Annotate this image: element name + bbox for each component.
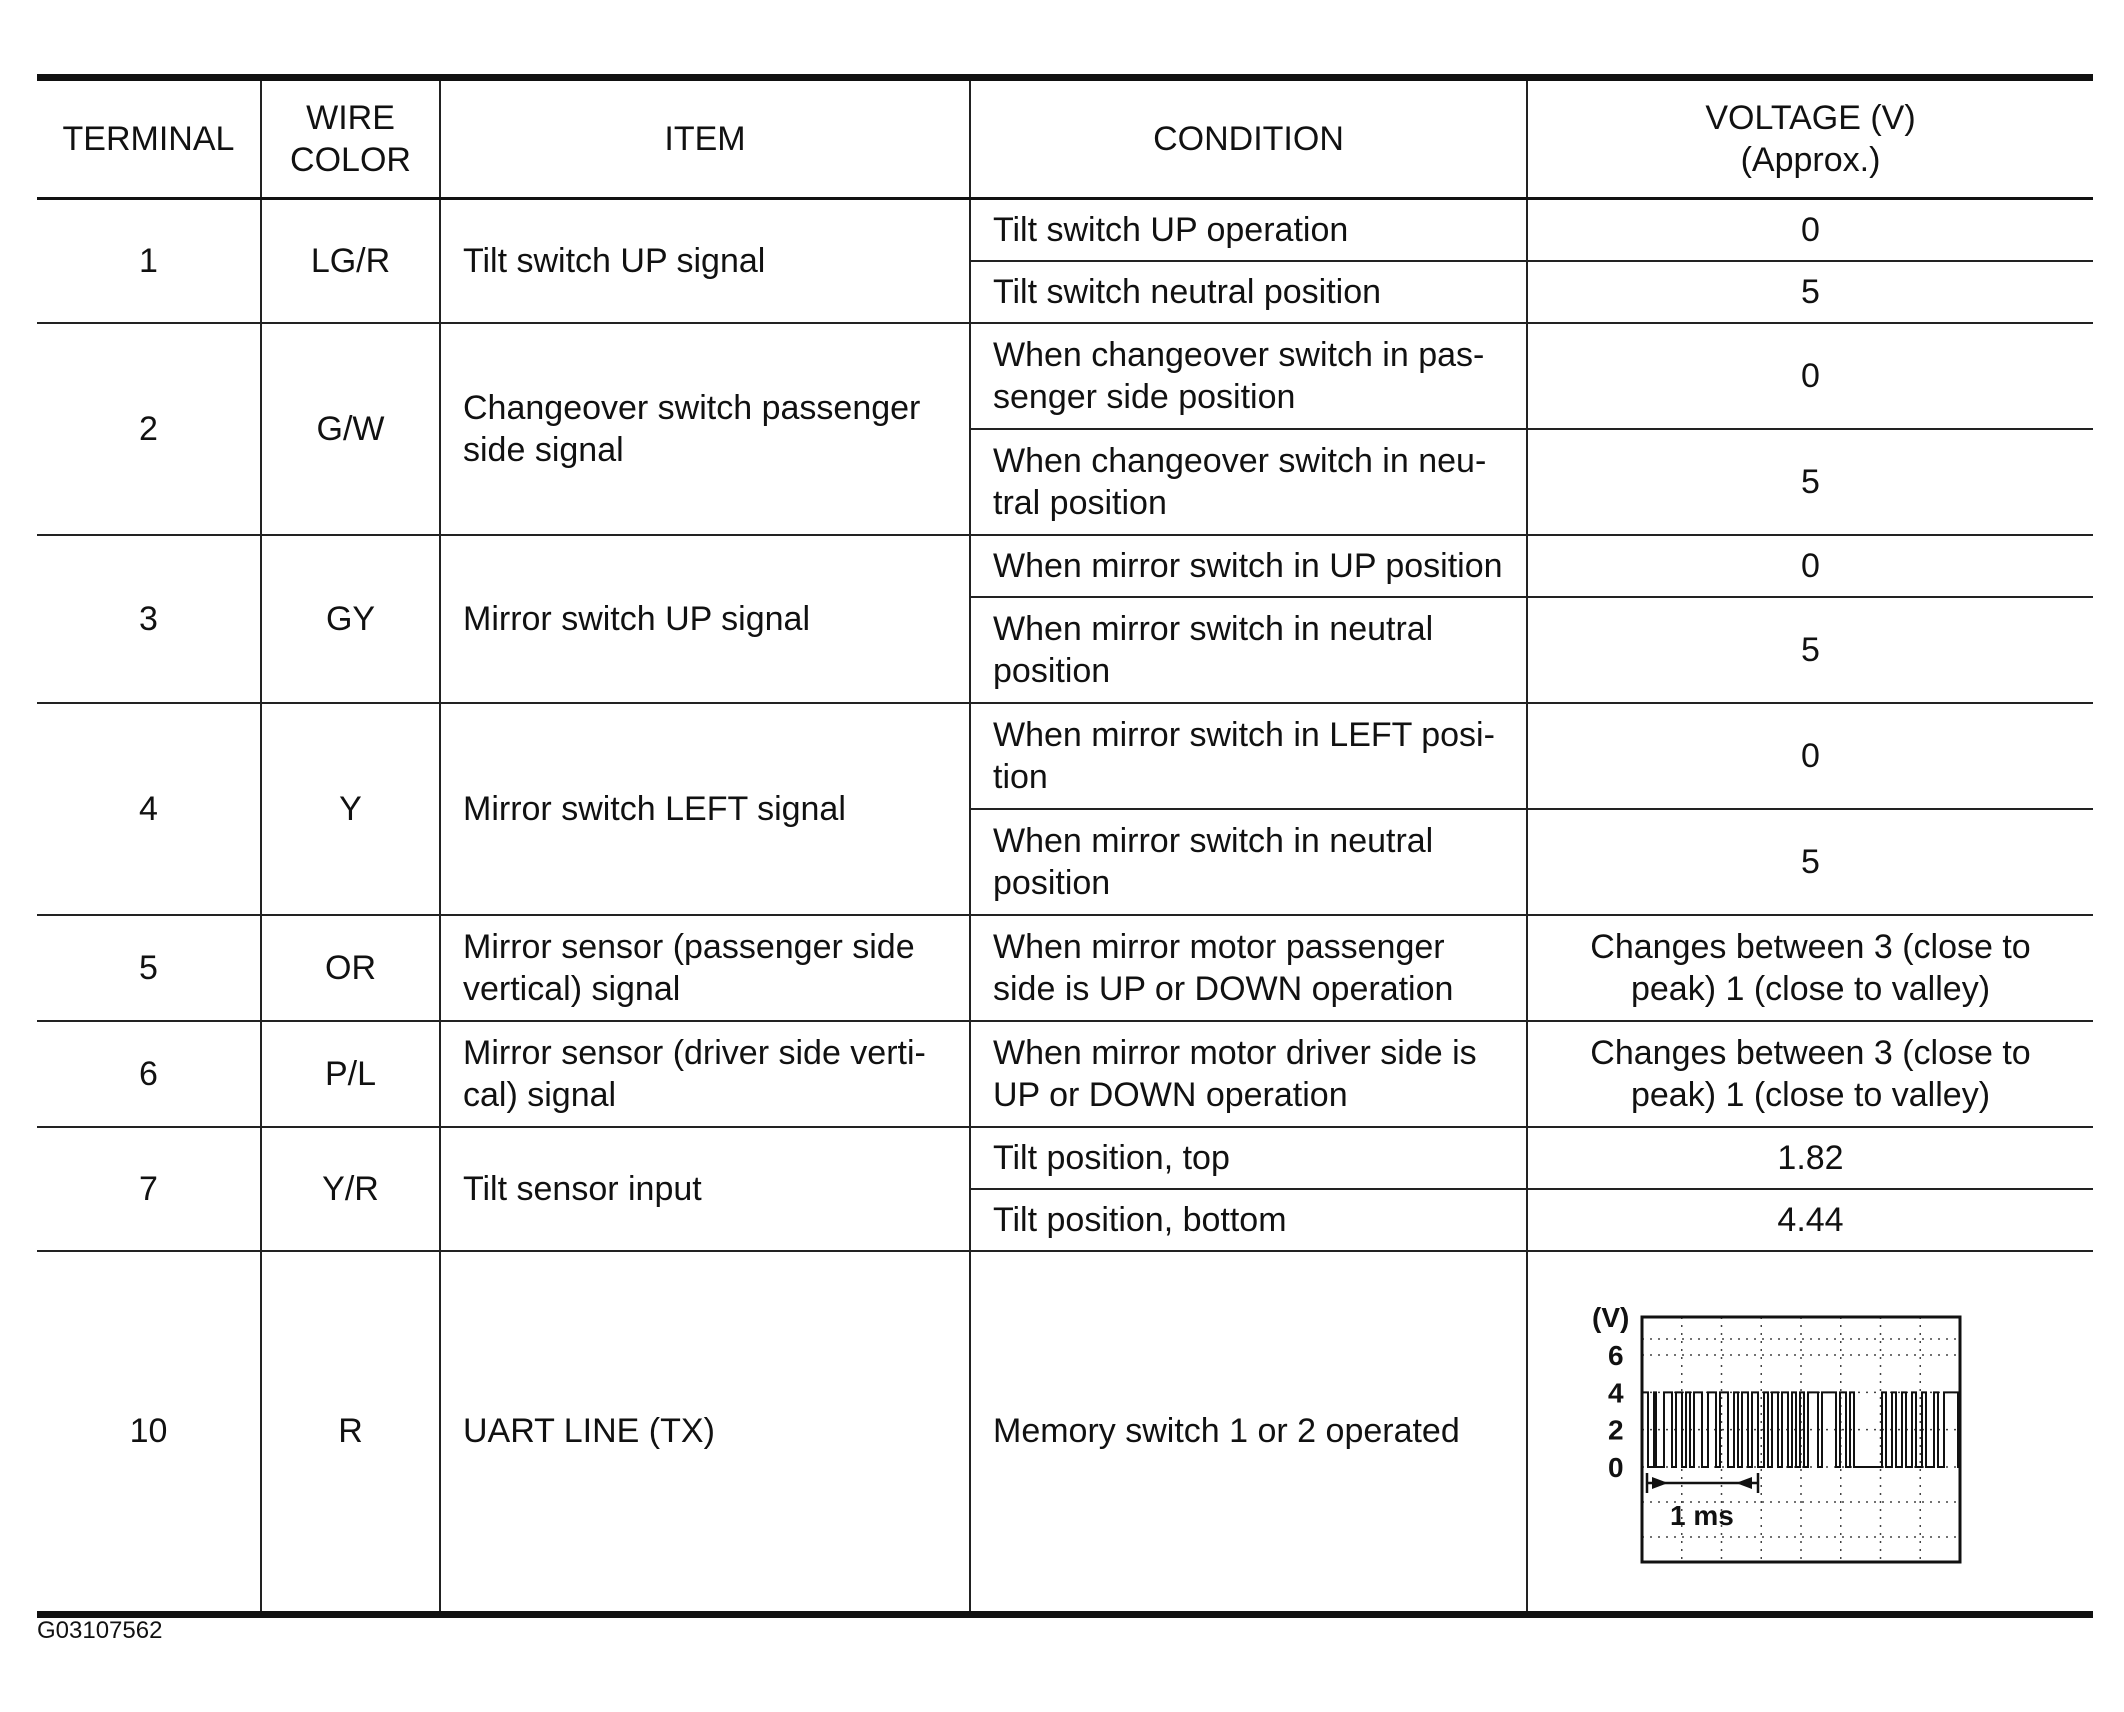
header-condition: CONDITION <box>970 81 1527 199</box>
item-cell: Mirror sensor (driver side verti-cal) signal <box>440 1021 970 1127</box>
waveform-y-tick-label: 4 <box>1608 1376 1624 1408</box>
terminal-cell: 1 <box>37 199 261 324</box>
condition-cell: When changeover switch in neu-tral position <box>970 429 1527 535</box>
table-row <box>37 915 2093 1021</box>
table-row <box>37 535 2093 597</box>
voltage-cell: 0 <box>1527 535 2093 597</box>
table-header-row <box>37 81 2093 199</box>
item-cell: UART LINE (TX) <box>440 1251 970 1611</box>
voltage-cell: Changes between 3 (close to peak) 1 (close to valley) <box>1527 1021 2093 1127</box>
condition-cell: Tilt switch neutral position <box>970 261 1527 323</box>
terminal-cell: 6 <box>37 1021 261 1127</box>
header-item: ITEM <box>440 81 970 199</box>
condition-cell: When mirror switch in neutral position <box>970 597 1527 703</box>
waveform-unit-label: (V) <box>1592 1301 1630 1333</box>
table-row <box>37 199 2093 262</box>
condition-cell: Tilt position, top <box>970 1127 1527 1189</box>
voltage-cell: 5 <box>1527 809 2093 915</box>
terminal-cell: 10 <box>37 1251 261 1611</box>
waveform-y-tick-label: 0 <box>1608 1451 1624 1483</box>
waveform-y-ticks <box>1608 1340 1624 1483</box>
wire-color-cell: Y <box>261 703 440 915</box>
item-cell: Mirror sensor (passenger side vertical) signal <box>440 915 970 1021</box>
header-voltage-line1: VOLTAGE (V) <box>1705 98 1916 137</box>
terminal-voltage-table <box>37 81 2093 1611</box>
terminal-cell: 3 <box>37 535 261 703</box>
wire-color-cell: OR <box>261 915 440 1021</box>
waveform-y-tick-label: 2 <box>1608 1414 1624 1446</box>
table-row <box>37 1021 2093 1127</box>
voltage-cell: 0 <box>1527 703 2093 809</box>
header-wire-color-line1: WIRE <box>306 98 395 137</box>
voltage-cell: 5 <box>1527 429 2093 535</box>
waveform-y-tick-label: 6 <box>1608 1339 1624 1371</box>
condition-cell: When mirror motor driver side is UP or DOWN operation <box>970 1021 1527 1127</box>
waveform-signal-trace <box>1642 1392 1960 1467</box>
condition-cell: Memory switch 1 or 2 operated <box>970 1251 1527 1611</box>
terminal-cell: 2 <box>37 323 261 535</box>
voltage-cell: 1.82 <box>1527 1127 2093 1189</box>
voltage-cell: 4.44 <box>1527 1189 2093 1251</box>
table-row <box>37 703 2093 809</box>
item-cell: Changeover switch passenger side signal <box>440 323 970 535</box>
item-cell: Mirror switch LEFT signal <box>440 703 970 915</box>
voltage-waveform-cell <box>1527 1251 2093 1611</box>
wire-color-cell: LG/R <box>261 199 440 324</box>
wire-color-cell: R <box>261 1251 440 1611</box>
item-cell: Tilt switch UP signal <box>440 199 970 324</box>
figure-id: G03107562 <box>37 1617 163 1644</box>
terminal-cell: 7 <box>37 1127 261 1251</box>
voltage-cell: 5 <box>1527 597 2093 703</box>
item-cell: Tilt sensor input <box>440 1127 970 1251</box>
voltage-cell: 5 <box>1527 261 2093 323</box>
terminal-spec-sheet <box>37 74 2093 1618</box>
table-row <box>37 1251 2093 1611</box>
condition-cell: Tilt position, bottom <box>970 1189 1527 1251</box>
header-wire-color <box>261 81 440 199</box>
header-wire-color-line2: COLOR <box>290 141 411 179</box>
terminal-cell: 5 <box>37 915 261 1021</box>
uart-waveform-graph <box>1582 1297 1982 1567</box>
wire-color-cell: P/L <box>261 1021 440 1127</box>
voltage-cell: 0 <box>1527 199 2093 262</box>
condition-cell: Tilt switch UP operation <box>970 199 1527 262</box>
waveform-time-scale <box>1647 1473 1758 1493</box>
condition-cell: When mirror motor passenger side is UP or DOWN operation <box>970 915 1527 1021</box>
condition-cell: When mirror switch in LEFT posi-tion <box>970 703 1527 809</box>
wire-color-cell: GY <box>261 535 440 703</box>
waveform-time-label: 1 ms <box>1670 1499 1734 1531</box>
item-cell: Mirror switch UP signal <box>440 535 970 703</box>
wire-color-cell: G/W <box>261 323 440 535</box>
voltage-cell: Changes between 3 (close to peak) 1 (close to valley) <box>1527 915 2093 1021</box>
condition-cell: When mirror switch in UP position <box>970 535 1527 597</box>
table-row <box>37 323 2093 429</box>
voltage-cell: 0 <box>1527 323 2093 429</box>
header-terminal: TERMINAL <box>37 81 261 199</box>
header-voltage <box>1527 81 2093 199</box>
wire-color-cell: Y/R <box>261 1127 440 1251</box>
table-row <box>37 1127 2093 1189</box>
header-voltage-line2: (Approx.) <box>1740 141 1881 179</box>
condition-cell: When changeover switch in pas-senger side position <box>970 323 1527 429</box>
terminal-cell: 4 <box>37 703 261 915</box>
condition-cell: When mirror switch in neutral position <box>970 809 1527 915</box>
